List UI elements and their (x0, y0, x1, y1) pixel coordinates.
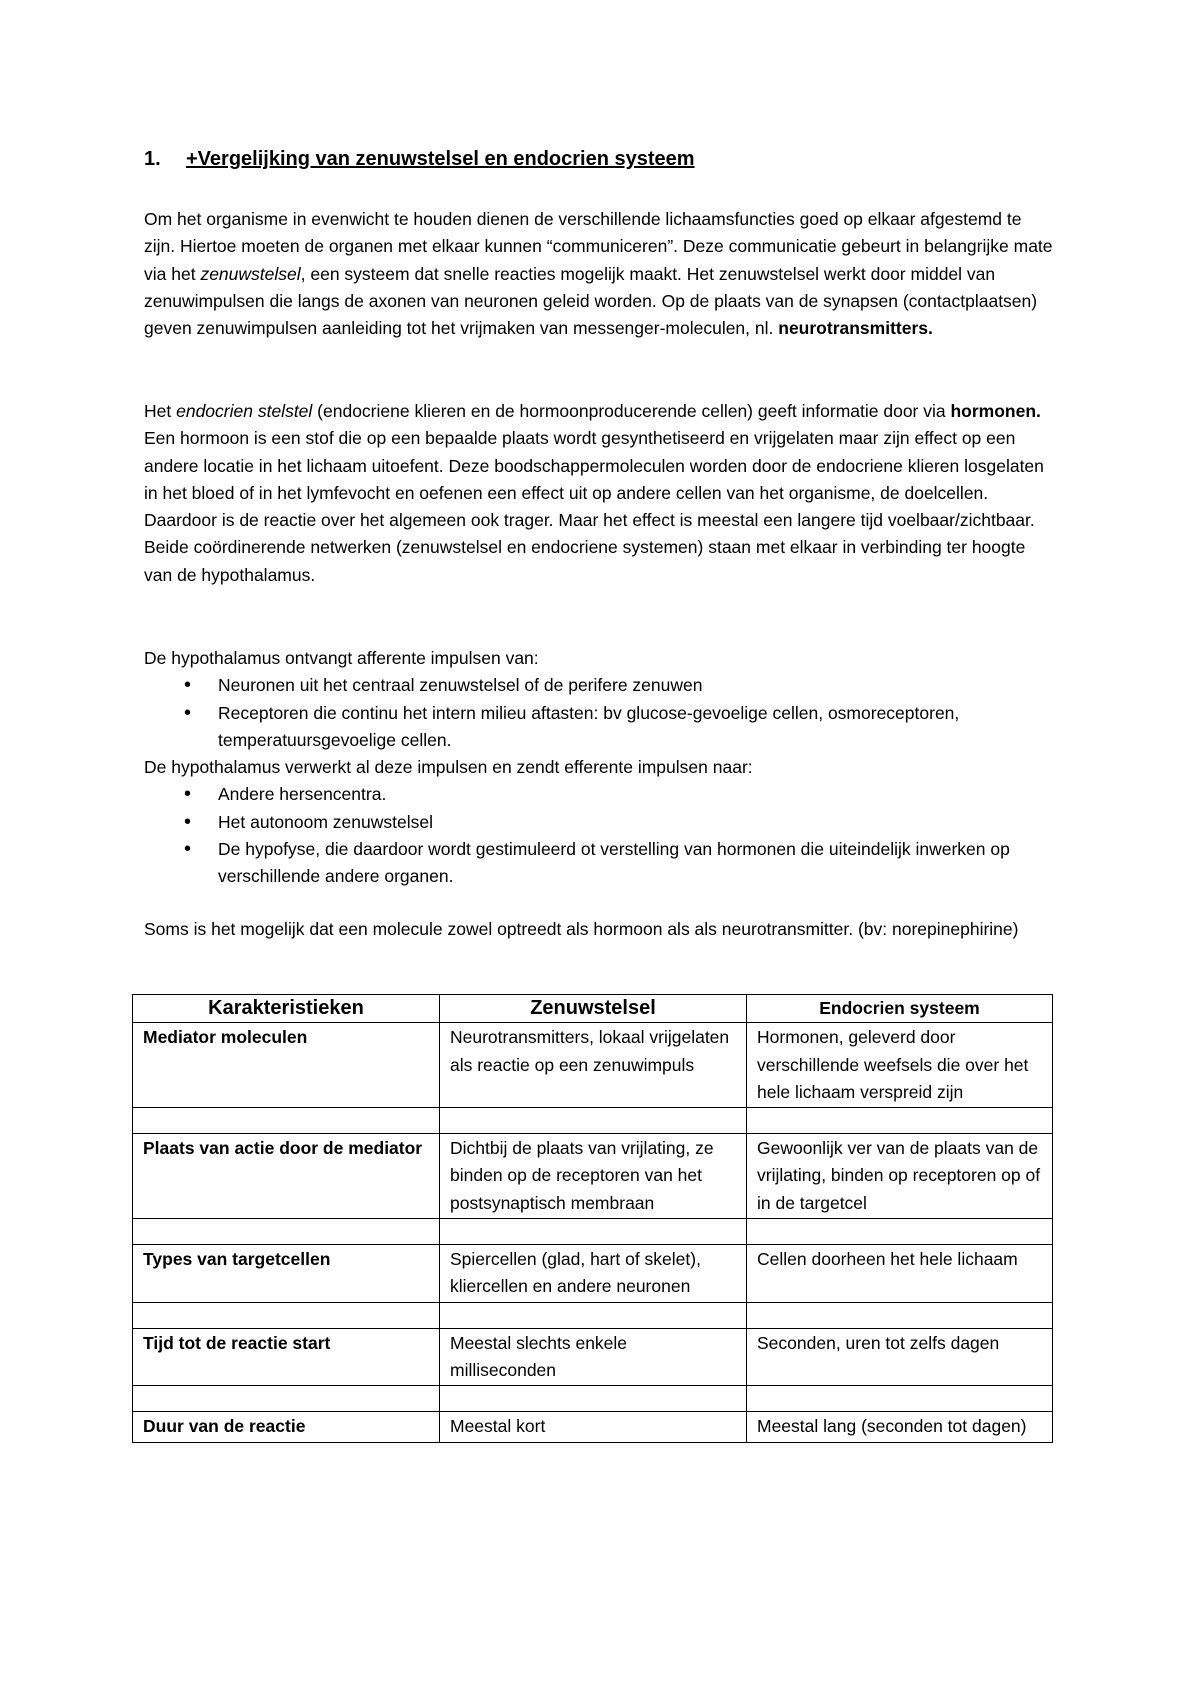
table-cell: Plaats van actie door de mediator (133, 1134, 440, 1219)
table-row (133, 1023, 1053, 1108)
table-spacer-row (133, 1386, 1053, 1412)
list-item: • Receptoren die continu het intern milieu aftasten: bv glucose-gevoelige cellen, osmoreceptoren, temperatuursgevoelige cellen. (144, 700, 1054, 755)
table-cell: Meestal kort (440, 1412, 747, 1442)
comparison-table (132, 994, 1053, 1443)
table-header-cell: Endocrien systeem (747, 995, 1053, 1023)
table-cell: Neurotransmitters, lokaal vrijgelaten als reactie op een zenuwimpuls (440, 1023, 747, 1108)
table-row (133, 1412, 1053, 1442)
endo-text-3: Een hormoon is een stof die op een bepaalde plaats wordt gesynthetiseerd en vrijgelaten maar zijn effect op een andere locatie in het lichaam uitoefent. Deze boodschappermoleculen worden door de endocriene klieren losgelaten in het bloed of in het lymfevocht en oefenen een effect uit op andere cellen van het organisme, de doelcellen. Daardoor is de reactie over het algemeen ook trager. Maar het effect is meestal een langere tijd voelbaar/zichtbaar. Beide coördinerende netwerken (zenuwstelsel en endocriene systemen) staan met elkaar in verbinding ter hoogte van de hypothalamus. (144, 428, 1044, 585)
table-spacer-row (133, 1219, 1053, 1245)
afferent-intro: De hypothalamus ontvangt afferente impulsen van: (144, 648, 539, 668)
afferent-list (144, 672, 1054, 754)
efferent-list (144, 781, 1054, 890)
table-cell: Tijd tot de reactie start (133, 1328, 440, 1386)
section-title: +Vergelijking van zenuwstelsel en endocrien systeem (186, 148, 695, 170)
section-number: 1. (144, 148, 161, 170)
list-item: • Neuronen uit het centraal zenuwstelsel of de perifere zenuwen (144, 672, 1054, 699)
intro-paragraph (144, 206, 1054, 342)
efferent-intro: De hypothalamus verwerkt al deze impulsen en zendt efferente impulsen naar: (144, 757, 753, 778)
table-cell: Gewoonlijk ver van de plaats van de vrijlating, binden op receptoren op of in de targetcel (747, 1134, 1053, 1219)
table-header-row (133, 995, 1053, 1023)
endo-italic-term: endocrien stelstel (176, 401, 313, 421)
endo-text-1: Het (144, 401, 177, 421)
intro-text-2: , een systeem dat snelle reacties mogelijk maakt. Het zenuwstelsel werkt door middel van zenuwimpulsen die langs de axonen van neuronen geleid worden. Op de plaats van de synapsen (contactplaatsen) geven zenuwimpulsen aanleiding tot het vrijmaken van messenger-moleculen, nl. (144, 263, 1038, 339)
table-cell: Types van targetcellen (133, 1245, 440, 1303)
intro-bold-term: neurotransmitters. (778, 318, 933, 339)
intro-text-1: Om het organisme in evenwicht te houden dienen de verschillende lichaamsfuncties goed op elkaar afgestemd te zijn. Hiertoe moeten de organen met elkaar kunnen “communiceren”. Deze communicatie gebeurt in belangrijke mate via het (144, 209, 1053, 284)
soms-paragraph (144, 916, 1054, 943)
table-cell: Dichtbij de plaats van vrijlating, ze binden op de receptoren van het postsynaptisch membraan (440, 1134, 747, 1219)
list-item: • Het autonoom zenuwstelsel (144, 809, 1054, 836)
table-cell: Hormonen, geleverd door verschillende weefsels die over het hele lichaam verspreid zijn (747, 1023, 1053, 1108)
soms-text: Soms is het mogelijk dat een molecule zowel optreedt als hormoon als als neurotransmitter. (bv: norepinephirine) (144, 919, 1019, 939)
table-row (133, 1328, 1053, 1386)
endo-text-2: (endocriene klieren en de hormoonproducerende cellen) geeft informatie door via (312, 401, 951, 421)
table-cell: Mediator moleculen (133, 1023, 440, 1108)
table-cell: Meestal slechts enkele milliseconden (440, 1328, 747, 1386)
table-header-cell: Zenuwstelsel (440, 995, 747, 1023)
list-item: • Andere hersencentra. (144, 781, 1054, 808)
table-spacer-row (133, 1302, 1053, 1328)
endo-bold-term: hormonen. (950, 401, 1041, 421)
table-row (133, 1245, 1053, 1303)
comparison-table-wrap (132, 994, 1052, 1443)
table-cell: Meestal lang (seconden tot dagen) (747, 1412, 1053, 1442)
table-row (133, 1134, 1053, 1219)
hypothalamus-section (144, 645, 1054, 891)
section-heading (144, 145, 695, 173)
table-header-cell: Karakteristieken (133, 995, 440, 1023)
table-cell: Spiercellen (glad, hart of skelet), kliercellen en andere neuronen (440, 1245, 747, 1303)
list-item: • De hypofyse, die daardoor wordt gestimuleerd ot verstelling van hormonen die uiteindelijk inwerken op verschillende andere organen. (144, 836, 1054, 891)
table-spacer-row (133, 1108, 1053, 1134)
intro-italic-term: zenuwstelsel (200, 263, 301, 284)
table-cell: Duur van de reactie (133, 1412, 440, 1442)
endocrine-paragraph (144, 398, 1054, 589)
table-cell: Seconden, uren tot zelfs dagen (747, 1328, 1053, 1386)
table-cell: Cellen doorheen het hele lichaam (747, 1245, 1053, 1303)
